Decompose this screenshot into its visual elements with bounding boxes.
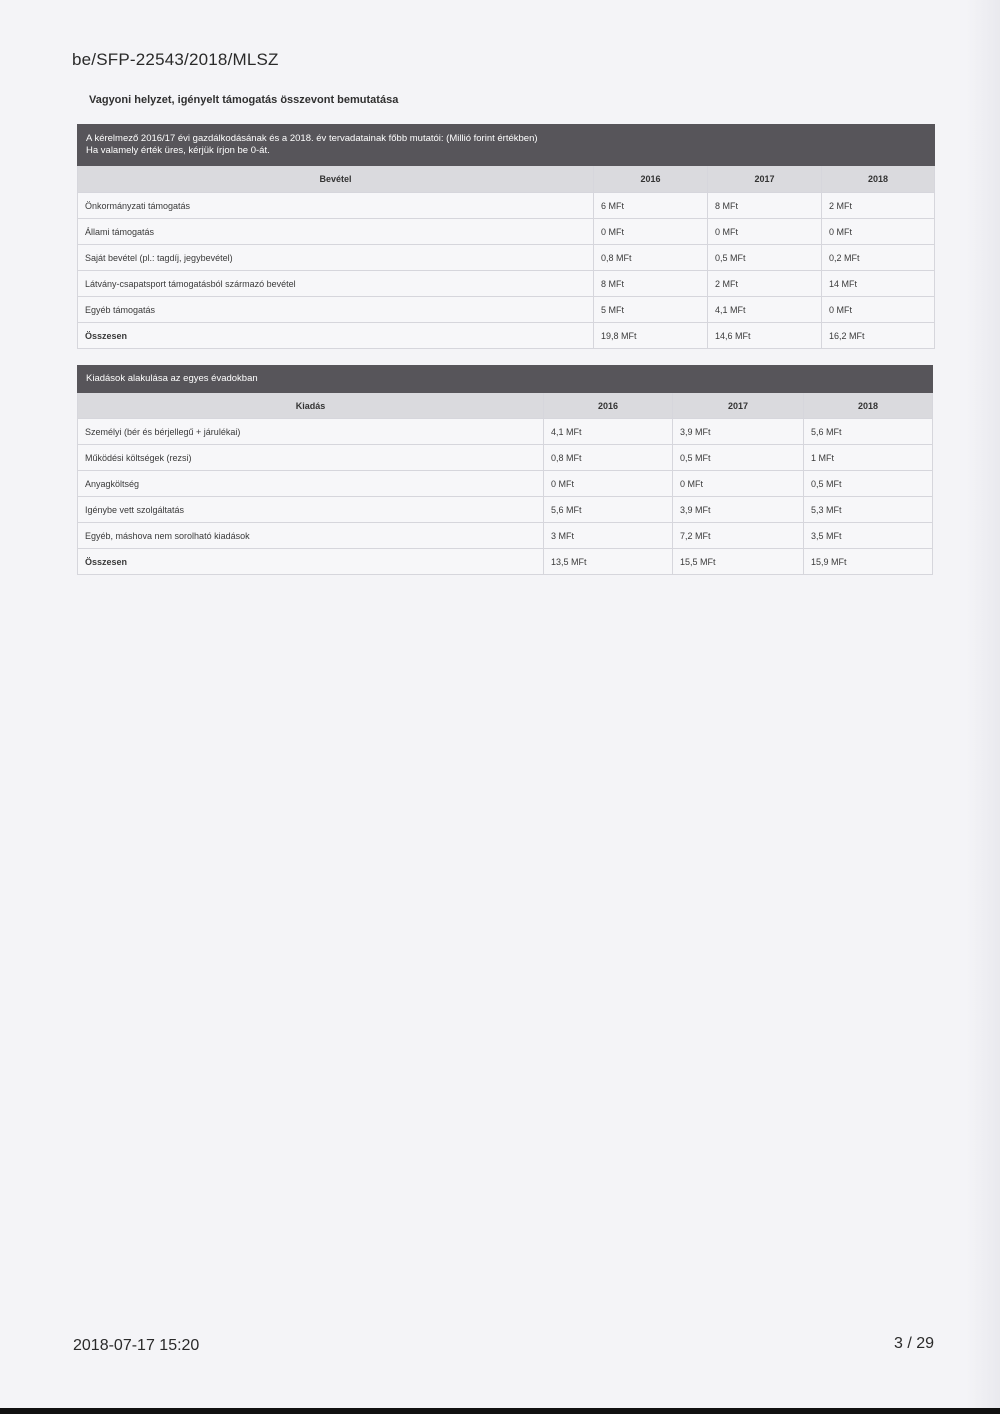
value-cell: 7,2 MFt: [673, 523, 804, 549]
table-row: [78, 419, 933, 445]
row-label: Egyéb, máshova nem sorolható kiadások: [78, 523, 544, 549]
section-title: Vagyoni helyzet, igényelt támogatás összevont bemutatása: [89, 94, 399, 106]
value-cell: 5,6 MFt: [804, 419, 933, 445]
header-2016: 2016: [594, 166, 708, 193]
income-table-banner: [78, 125, 935, 166]
total-label: Összesen: [78, 323, 594, 349]
value-cell: 14 MFt: [822, 271, 935, 297]
value-cell: 0 MFt: [708, 219, 822, 245]
value-cell: 0,5 MFt: [673, 445, 804, 471]
value-cell: 0,2 MFt: [822, 245, 935, 271]
expense-table-banner: [78, 366, 933, 393]
total-value-cell: 13,5 MFt: [544, 549, 673, 575]
value-cell: 3,9 MFt: [673, 419, 804, 445]
total-value-cell: 15,5 MFt: [673, 549, 804, 575]
total-value-cell: 19,8 MFt: [594, 323, 708, 349]
income-banner-line1: A kérelmező 2016/17 évi gazdálkodásának és a 2018. év tervadatainak főbb mutatói: (Millió forint értékben): [86, 133, 538, 144]
total-value-cell: 15,9 MFt: [804, 549, 933, 575]
value-cell: 0 MFt: [822, 297, 935, 323]
value-cell: 0,5 MFt: [804, 471, 933, 497]
value-cell: 0,8 MFt: [594, 245, 708, 271]
value-cell: 1 MFt: [804, 445, 933, 471]
header-2016: 2016: [544, 393, 673, 419]
header-2018: 2018: [804, 393, 933, 419]
income-banner-line2: Ha valamely érték üres, kérjük írjon be 0-át.: [86, 145, 270, 156]
value-cell: 2 MFt: [708, 271, 822, 297]
income-header-row: [78, 166, 935, 193]
table-row: [78, 245, 935, 271]
row-label: Önkormányzati támogatás: [78, 193, 594, 219]
total-row: [78, 549, 933, 575]
total-row: [78, 323, 935, 349]
value-cell: 3 MFt: [544, 523, 673, 549]
value-cell: 3,5 MFt: [804, 523, 933, 549]
row-label: Saját bevétel (pl.: tagdíj, jegybevétel): [78, 245, 594, 271]
row-label: Egyéb támogatás: [78, 297, 594, 323]
scan-bottom-edge: [0, 1408, 1000, 1414]
row-label: Személyi (bér és bérjellegű + járulékai): [78, 419, 544, 445]
footer-timestamp: 2018-07-17 15:20: [73, 1337, 200, 1354]
value-cell: 0 MFt: [594, 219, 708, 245]
value-cell: 5,6 MFt: [544, 497, 673, 523]
table-row: [78, 445, 933, 471]
table-row: [78, 193, 935, 219]
total-value-cell: 16,2 MFt: [822, 323, 935, 349]
header-2017: 2017: [708, 166, 822, 193]
table-row: [78, 271, 935, 297]
expense-header-row: [78, 393, 933, 419]
value-cell: 0,5 MFt: [708, 245, 822, 271]
expense-table: [77, 365, 933, 575]
page-number: 3 / 29: [893, 1335, 934, 1352]
table-row: [78, 523, 933, 549]
table-row: [78, 297, 935, 323]
income-table: [77, 124, 935, 349]
value-cell: 5,3 MFt: [804, 497, 933, 523]
expense-banner-text: Kiadások alakulása az egyes évadokban: [78, 366, 933, 393]
total-label: Összesen: [78, 549, 544, 575]
header-2017: 2017: [673, 393, 804, 419]
value-cell: 8 MFt: [708, 193, 822, 219]
table-row: [78, 497, 933, 523]
page-edge-shadow: [966, 0, 1000, 1414]
value-cell: 0 MFt: [544, 471, 673, 497]
table-row: [78, 471, 933, 497]
row-label: Működési költségek (rezsi): [78, 445, 544, 471]
table-row: [78, 219, 935, 245]
value-cell: 5 MFt: [594, 297, 708, 323]
value-cell: 0 MFt: [673, 471, 804, 497]
row-label: Igénybe vett szolgáltatás: [78, 497, 544, 523]
header-2018: 2018: [822, 166, 935, 193]
value-cell: 0 MFt: [822, 219, 935, 245]
header-expense: Kiadás: [78, 393, 544, 419]
row-label: Állami támogatás: [78, 219, 594, 245]
value-cell: 4,1 MFt: [708, 297, 822, 323]
value-cell: 6 MFt: [594, 193, 708, 219]
value-cell: 0,8 MFt: [544, 445, 673, 471]
value-cell: 8 MFt: [594, 271, 708, 297]
value-cell: 3,9 MFt: [673, 497, 804, 523]
row-label: Anyagköltség: [78, 471, 544, 497]
row-label: Látvány-csapatsport támogatásból származó bevétel: [78, 271, 594, 297]
document-id: be/SFP-22543/2018/MLSZ: [72, 50, 279, 69]
total-value-cell: 14,6 MFt: [708, 323, 822, 349]
header-income: Bevétel: [78, 166, 594, 193]
value-cell: 2 MFt: [822, 193, 935, 219]
value-cell: 4,1 MFt: [544, 419, 673, 445]
